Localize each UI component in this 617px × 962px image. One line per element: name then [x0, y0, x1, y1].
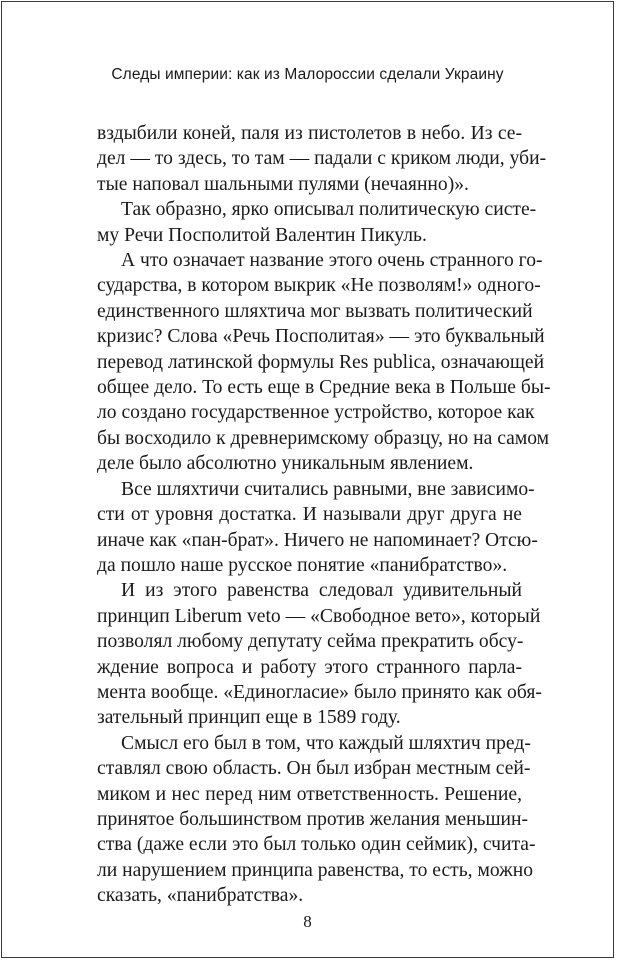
page-number: 8	[303, 912, 312, 931]
text-line: Все шляхтичи считались равными, вне зависимо-	[121, 478, 535, 500]
paragraph	[97, 248, 551, 477]
text-line: ло создано государственное устройство, которое как	[97, 402, 535, 424]
paragraph	[97, 197, 537, 248]
text-line: ставлял свою область. Он был избран местным сей-	[97, 758, 531, 780]
body-text	[97, 121, 551, 909]
text-line: бы восходило к древнеримскому образцу, но на самом	[97, 427, 550, 449]
text-line: общее дело. То есть еще в Средние века в Польше бы-	[97, 377, 551, 399]
text-line: иначе как «пан-брат». Ничего не напоминает? Отсю-	[97, 529, 538, 551]
text-line: дел — то здесь, то там — падали с криком люди, уби-	[97, 148, 547, 170]
text-line: сти от уровня достатка. И называли друг друга не	[97, 504, 522, 526]
text-line: И из этого равенства следовал удивительный	[121, 580, 522, 602]
book-page	[1, 1, 614, 958]
text-line: сказать, «панибратства».	[97, 885, 304, 907]
text-line: кризис? Слова «Речь Посполитая» — это буквальный	[97, 326, 545, 348]
paragraph	[97, 477, 538, 579]
text-line: А что означает название этого очень странного го-	[121, 250, 543, 272]
text-line: принцип Liberum veto — «Свободное вето», который	[97, 605, 541, 627]
text-line: да пошло наше русское понятие «панибратство».	[97, 554, 508, 576]
paragraph	[97, 578, 542, 730]
text-line: единственного шляхтича мог вызвать политический	[97, 300, 533, 322]
text-line: миком и нес перед ним ответственность. Решение,	[97, 783, 522, 805]
text-line: ства (даже если это был только один сеймик), счита-	[97, 834, 536, 856]
text-line: ли нарушением принципа равенства, то есть, можно	[97, 859, 533, 881]
text-line: перевод латинской формулы Res publica, означающей	[97, 351, 545, 373]
running-head: Следы империи: как из Малороссии сделали Украину	[111, 66, 504, 83]
text-line: ждение вопроса и работу этого странного парла-	[97, 656, 522, 678]
text-line: мента вообще. «Единогласие» было принято как обя-	[97, 681, 542, 703]
text-line: му Речи Посполитой Валентин Пикуль.	[97, 224, 427, 246]
paragraph	[97, 121, 547, 197]
text-line: принятое большинством против желания меньшин-	[97, 808, 529, 830]
text-line: зательный принцип еще в 1589 году.	[97, 707, 401, 729]
text-line: Смысл его был в том, что каждый шляхтич пред-	[121, 732, 531, 754]
text-line: вздыбили коней, паля из пистолетов в небо. Из се-	[97, 123, 522, 144]
text-line: позволял любому депутату сейма прекратить обсу-	[97, 631, 524, 653]
text-line: Так образно, ярко описывал политическую систе-	[121, 199, 537, 221]
text-line: деле было абсолютно уникальным явлением.	[97, 453, 474, 475]
text-line: тые наповал шальными пулями (нечаянно)».	[97, 173, 469, 195]
text-line: сударства, в котором выкрик «Не позволям!» одного-	[97, 275, 541, 297]
paragraph	[97, 731, 536, 909]
